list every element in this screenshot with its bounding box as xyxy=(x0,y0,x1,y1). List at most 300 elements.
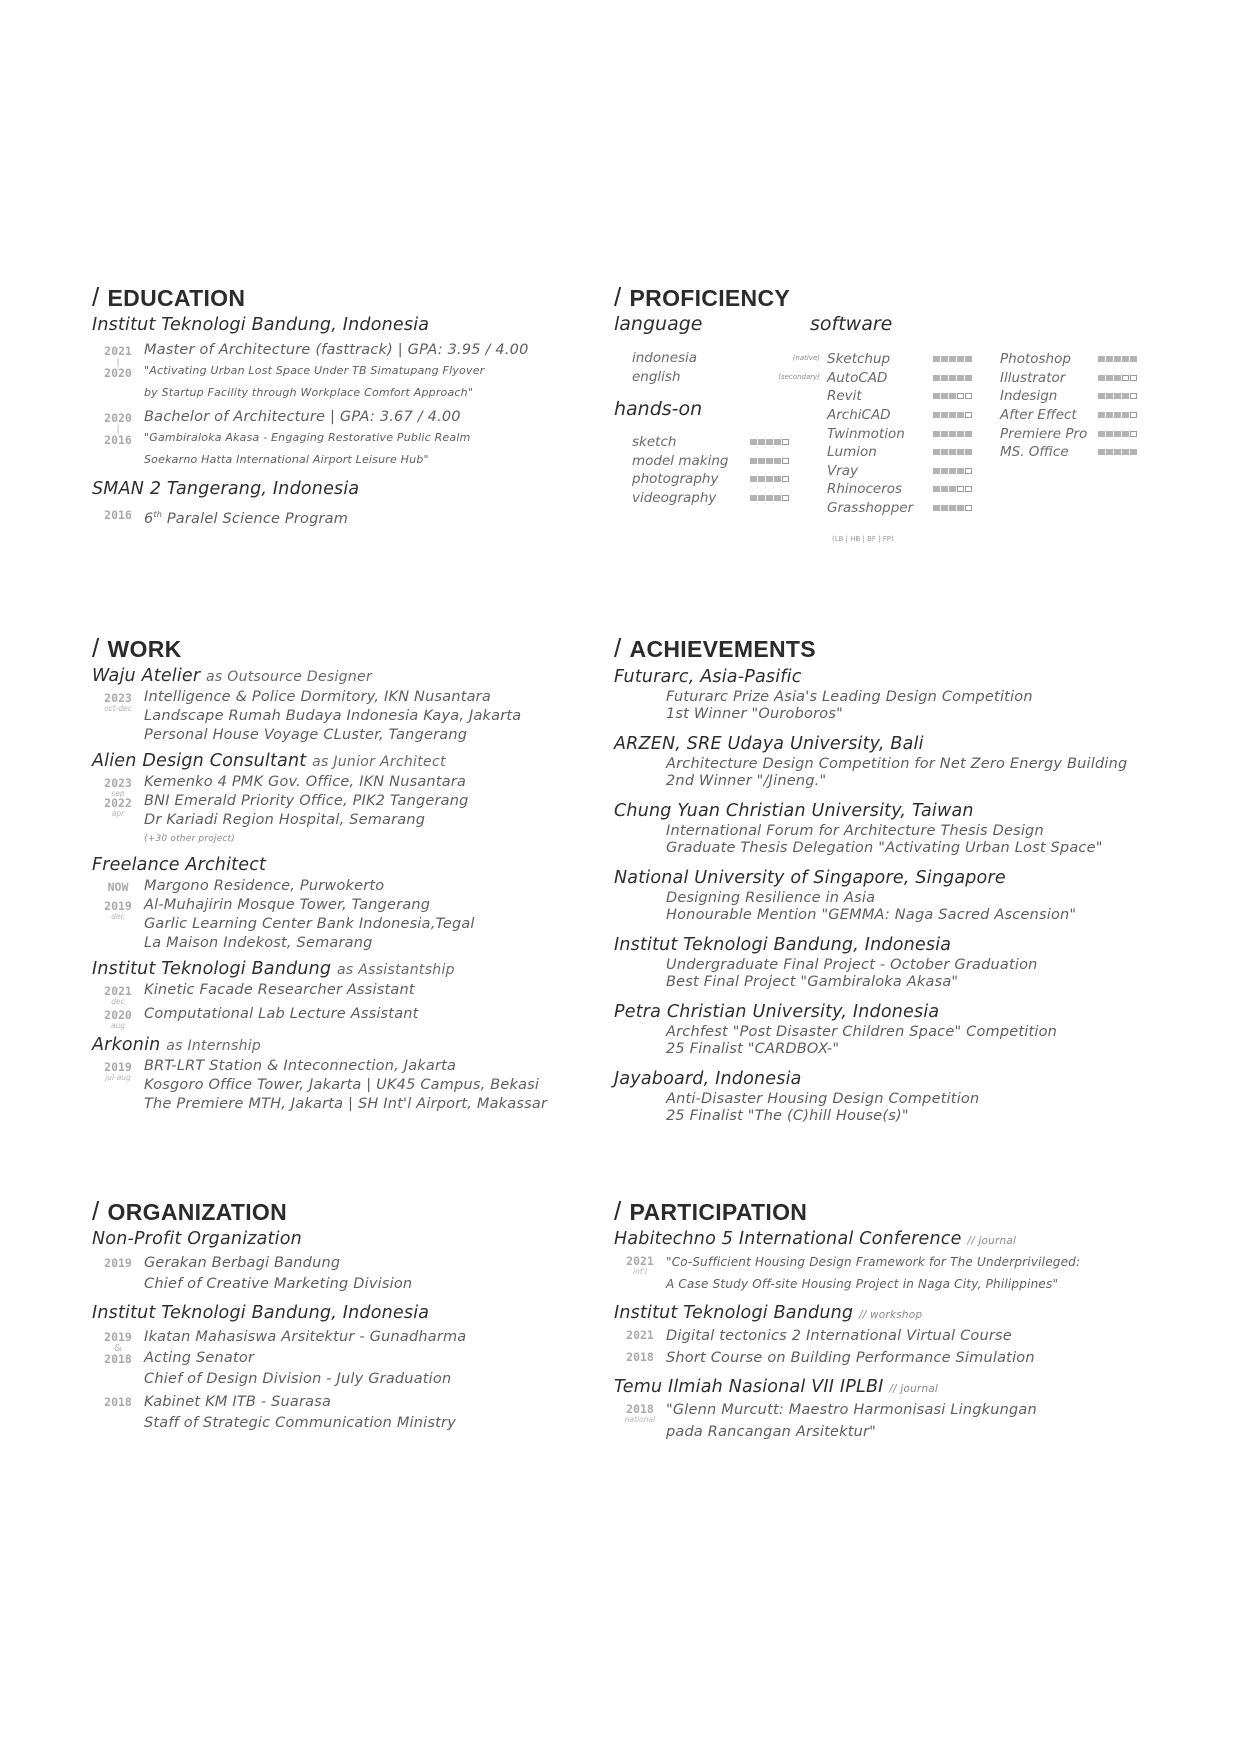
rating-dot-filled xyxy=(941,375,948,381)
skill-note: (native) xyxy=(792,354,820,363)
achievement-organizer: Petra Christian University, Indonesia xyxy=(614,1002,940,1022)
year-sublabel: dec xyxy=(111,911,125,921)
rating-dot-filled xyxy=(774,495,781,501)
rating-dot-filled xyxy=(965,431,972,437)
year-sublabel: national xyxy=(624,1414,656,1424)
project-line: BRT-LRT Station & Inteconnection, Jakarta xyxy=(144,1058,457,1075)
skill-item xyxy=(827,462,995,481)
achievement-detail xyxy=(614,823,1174,857)
rating-dot-filled xyxy=(1106,356,1113,362)
participation-line: "Glenn Murcutt: Maestro Harmonisasi Lingkungan xyxy=(666,1402,1037,1418)
year-sublabel: int'l xyxy=(633,1266,647,1276)
rating-dot-empty xyxy=(965,468,972,474)
year-label: 2023 xyxy=(104,776,132,790)
year-sublabel: aug xyxy=(110,1020,126,1030)
year-label: 2019 xyxy=(104,899,132,913)
rating-dot-filled xyxy=(941,412,948,418)
rating-dot-filled xyxy=(941,468,948,474)
achievement-detail xyxy=(614,689,1174,723)
rating-dot-filled xyxy=(949,375,956,381)
rating-dot-filled xyxy=(949,468,956,474)
rating-dot-filled xyxy=(933,412,940,418)
rating-dot-filled xyxy=(933,356,940,362)
rating-dots xyxy=(750,439,789,445)
participation-line: "Co-Sufficient Housing Design Framework for The Underprivileged: xyxy=(666,1255,1081,1269)
rating-dot-filled xyxy=(941,393,948,399)
rating-dot-filled xyxy=(1122,356,1129,362)
rating-dot-filled xyxy=(1098,393,1105,399)
work-entry xyxy=(92,896,592,953)
work-entry xyxy=(92,688,592,745)
rating-dot-empty xyxy=(782,439,789,445)
rating-dot-empty xyxy=(782,476,789,482)
achievement-organizer: ARZEN, SRE Udaya University, Bali xyxy=(614,734,924,754)
rating-dot-filled xyxy=(965,375,972,381)
employer xyxy=(92,749,592,773)
entry-text xyxy=(144,505,348,529)
rating-dot-filled xyxy=(758,476,765,482)
skill-note: (secondary) xyxy=(778,372,820,381)
year-label: 2019 xyxy=(104,1256,132,1270)
rating-dot-filled xyxy=(957,468,964,474)
rating-dots xyxy=(933,486,972,492)
rating-dots xyxy=(933,356,972,362)
rating-dot-filled xyxy=(750,476,757,482)
rating-dot-filled xyxy=(1098,431,1105,437)
achievement-detail xyxy=(614,957,1174,991)
organization-entry xyxy=(92,1327,592,1390)
achievement-detail xyxy=(614,890,1174,924)
year-column xyxy=(92,408,144,446)
project-line: Margono Residence, Purwokerto xyxy=(144,878,385,894)
organization-group xyxy=(92,1227,592,1295)
section-title: / PROFICIENCY xyxy=(614,282,791,312)
participation-entry xyxy=(614,1325,1174,1347)
rating-dot-filled xyxy=(1130,449,1137,455)
rating-dot-filled xyxy=(965,356,972,362)
section-title: / ACHIEVEMENTS xyxy=(614,633,816,663)
software-list-2 xyxy=(1000,350,1160,462)
year-sublabel: apr xyxy=(111,808,125,818)
skill-name: indonesia xyxy=(632,350,698,367)
rating-dot-filled xyxy=(933,431,940,437)
participation-section xyxy=(614,1197,1174,1443)
skill-name: Vray xyxy=(827,462,859,479)
rating-dot-filled xyxy=(949,356,956,362)
rating-dots xyxy=(1098,431,1137,437)
skill-name: After Effect xyxy=(1000,407,1077,424)
employer-role: as Assistantship xyxy=(337,962,455,978)
entry-detail: "Gambiraloka Akasa - Engaging Restorative Public Realm xyxy=(144,431,471,444)
project-list xyxy=(144,1057,547,1114)
skill-name: Lumion xyxy=(827,444,877,461)
skill-name: english xyxy=(632,368,681,385)
skill-item xyxy=(1000,443,1160,462)
role-line: Acting Senator xyxy=(144,1350,255,1366)
education-entry xyxy=(92,408,592,471)
project-list xyxy=(144,773,469,849)
year-separator: & xyxy=(114,1342,122,1354)
year-column xyxy=(614,1347,666,1364)
education-entry xyxy=(92,505,592,529)
year-label: 2016 xyxy=(104,432,132,447)
rating-dot-filled xyxy=(1114,375,1121,381)
skill-name: sketch xyxy=(632,434,677,451)
rating-dot-empty xyxy=(782,458,789,464)
year-sublabel: dec xyxy=(111,996,125,1006)
achievement-line: Anti-Disaster Housing Design Competition xyxy=(666,1091,980,1107)
skill-item xyxy=(827,387,995,406)
organization-name: Non-Profit Organization xyxy=(92,1229,302,1249)
rating-dot-filled xyxy=(957,375,964,381)
rating-dots xyxy=(1098,412,1137,418)
project-line: Kinetic Facade Researcher Assistant xyxy=(144,982,415,998)
participation-group xyxy=(614,1227,1174,1295)
role-line: Staff of Strategic Communication Ministry xyxy=(144,1415,456,1431)
year-sublabel: jul-aug xyxy=(105,1072,131,1082)
organization-section xyxy=(92,1197,592,1434)
participation-entry xyxy=(614,1251,1174,1295)
achievement-organizer: Institut Teknologi Bandung, Indonesia xyxy=(614,935,952,955)
year-column xyxy=(92,1253,144,1270)
year-label: 2019 xyxy=(104,1060,132,1075)
rating-dot-filled xyxy=(1098,375,1105,381)
skill-name: ArchiCAD xyxy=(827,407,891,424)
achievement-line: International Forum for Architecture Thesis Design xyxy=(666,823,1044,839)
rating-dot-filled xyxy=(750,458,757,464)
rating-dot-filled xyxy=(1122,449,1129,455)
work-entry xyxy=(92,773,592,849)
achievement-line: Architecture Design Competition for Net Zero Energy Building xyxy=(666,756,1128,772)
employer xyxy=(92,664,592,688)
year-label: 2021 xyxy=(104,984,132,998)
organization-entry xyxy=(92,1392,592,1434)
role-line: Gerakan Berbagi Bandung xyxy=(144,1255,341,1271)
participation-entry xyxy=(614,1399,1174,1443)
event xyxy=(614,1227,1174,1251)
project-line: BNI Emerald Priority Office, PIK2 Tangerang xyxy=(144,793,469,809)
rating-dot-empty xyxy=(1122,375,1129,381)
rating-dot-filled xyxy=(774,439,781,445)
rating-dot-filled xyxy=(949,486,956,492)
rating-dot-empty xyxy=(1130,375,1137,381)
skill-item xyxy=(632,433,814,452)
achievement-line: Archfest "Post Disaster Children Space" Competition xyxy=(666,1024,1058,1040)
year-column xyxy=(92,1057,144,1081)
year-column xyxy=(92,341,144,379)
rating-dot-filled xyxy=(1106,375,1113,381)
event xyxy=(614,1375,1174,1399)
achievement-item xyxy=(614,866,1174,924)
rating-dots xyxy=(1098,356,1137,362)
skill-name: Grasshopper xyxy=(827,500,914,517)
rating-dots xyxy=(933,468,972,474)
rating-dot-filled xyxy=(941,505,948,511)
skill-name: model making xyxy=(632,452,729,469)
work-entry xyxy=(92,981,592,1005)
work-group xyxy=(92,749,592,849)
rating-dot-filled xyxy=(1098,449,1105,455)
event-type: // workshop xyxy=(859,1309,923,1321)
grasshopper-note: (LB | HB | BF | FP) xyxy=(832,535,894,543)
project-line: Personal House Voyage CLuster, Tangerang xyxy=(144,727,468,743)
achievement-line: Futurarc Prize Asia's Leading Design Competition xyxy=(666,689,1033,705)
rating-dot-filled xyxy=(957,412,964,418)
work-group xyxy=(92,1033,592,1114)
rating-dot-empty xyxy=(957,393,964,399)
achievement-line: 25 Finalist "CARDBOX-" xyxy=(666,1041,840,1057)
skill-name: Revit xyxy=(827,388,862,405)
achievement-item xyxy=(614,1067,1174,1125)
year-label: 2018 xyxy=(104,1395,132,1409)
participation-line: Short Course on Building Performance Simulation xyxy=(666,1350,1035,1366)
achievement-organizer: Jayaboard, Indonesia xyxy=(614,1069,802,1089)
role-line: Chief of Design Division - July Graduation xyxy=(144,1371,452,1387)
work-group xyxy=(92,957,592,1029)
rating-dots xyxy=(1098,393,1137,399)
year-column xyxy=(92,981,144,1005)
year-column xyxy=(614,1251,666,1275)
entry-text xyxy=(144,408,471,471)
employer xyxy=(92,1033,592,1057)
skill-item xyxy=(827,406,995,425)
rating-dot-filled xyxy=(1122,431,1129,437)
rating-dot-filled xyxy=(1114,431,1121,437)
rating-dot-filled xyxy=(758,439,765,445)
skill-name: Twinmotion xyxy=(827,425,905,442)
rating-dot-filled xyxy=(941,486,948,492)
skill-item xyxy=(1000,406,1160,425)
year-label: 2019 xyxy=(104,1330,132,1344)
proficiency-section xyxy=(614,283,1174,563)
skill-item xyxy=(632,489,814,508)
rating-dot-filled xyxy=(933,486,940,492)
work-group xyxy=(92,853,592,953)
achievement-item xyxy=(614,732,1174,790)
section-title: / PARTICIPATION xyxy=(614,1196,808,1226)
rating-dot-filled xyxy=(766,439,773,445)
event-name: Habitechno 5 International Conference xyxy=(614,1229,962,1249)
rating-dots xyxy=(750,458,789,464)
rating-dot-filled xyxy=(774,458,781,464)
participation-line: pada Rancangan Arsitektur" xyxy=(666,1424,877,1440)
employer-name: Alien Design Consultant xyxy=(92,751,307,771)
participation-line: A Case Study Off-site Housing Project in Naga City, Philippines" xyxy=(666,1277,1059,1291)
year-label: NOW xyxy=(107,880,129,894)
skill-name: Premiere Pro xyxy=(1000,425,1088,442)
skill-name: Photoshop xyxy=(1000,351,1071,368)
year-sublabel: sep xyxy=(111,788,125,798)
skill-item xyxy=(827,369,995,388)
rating-dot-empty xyxy=(1130,412,1137,418)
achievement-line: Undergraduate Final Project - October Graduation xyxy=(666,957,1038,973)
participation-text xyxy=(666,1399,1037,1443)
year-label: 2018 xyxy=(626,1350,654,1364)
institution-name: SMAN 2 Tangerang, Indonesia xyxy=(92,479,360,499)
skill-name: Sketchup xyxy=(827,351,891,368)
rating-dot-filled xyxy=(1106,412,1113,418)
role-line: Chief of Creative Marketing Division xyxy=(144,1276,413,1292)
employer-name: Waju Atelier xyxy=(92,666,201,686)
rating-dot-empty xyxy=(965,486,972,492)
rating-dots xyxy=(750,476,789,482)
skill-item xyxy=(827,480,995,499)
rating-dot-filled xyxy=(1098,412,1105,418)
rating-dot-filled xyxy=(949,431,956,437)
project-list xyxy=(144,1005,419,1024)
skill-name: photography xyxy=(632,471,719,488)
rating-dot-filled xyxy=(1122,412,1129,418)
project-line: Kemenko 4 PMK Gov. Office, IKN Nusantara xyxy=(144,774,467,790)
year-column xyxy=(614,1325,666,1342)
education-section xyxy=(92,283,592,529)
rating-dot-filled xyxy=(1130,356,1137,362)
achievement-organizer: National University of Singapore, Singapore xyxy=(614,868,1006,888)
achievement-item xyxy=(614,1000,1174,1058)
year-label: 2020 xyxy=(104,1008,132,1023)
rating-dot-filled xyxy=(1122,393,1129,399)
event-name: Institut Teknologi Bandung xyxy=(614,1303,854,1323)
education-institution xyxy=(92,477,592,529)
event-name: Temu Ilmiah Nasional VII IPLBI xyxy=(614,1377,884,1397)
skill-item xyxy=(632,452,814,471)
entry-line: Bachelor of Architecture | GPA: 3.67 / 4.00 xyxy=(144,409,461,425)
skill-item xyxy=(1000,350,1160,369)
rating-dot-empty xyxy=(965,393,972,399)
rating-dots xyxy=(750,495,789,501)
rating-dot-filled xyxy=(933,375,940,381)
project-list xyxy=(144,877,384,896)
year-label: 2020 xyxy=(104,411,132,425)
achievement-line: Honourable Mention "GEMMA: Naga Sacred Ascension" xyxy=(666,907,1077,923)
rating-dot-empty xyxy=(965,505,972,511)
rating-dots xyxy=(1098,449,1137,455)
rating-dot-filled xyxy=(750,439,757,445)
work-group xyxy=(92,664,592,745)
achievement-line: 1st Winner "Ouroboros" xyxy=(666,706,843,722)
employer xyxy=(92,957,592,981)
participation-text xyxy=(666,1347,1035,1369)
year-label: 2022 xyxy=(104,796,132,811)
rating-dot-filled xyxy=(949,393,956,399)
year-sublabel: oct-dec xyxy=(104,703,132,713)
entry-line: 6th Paralel Science Program xyxy=(144,510,349,527)
rating-dot-empty xyxy=(965,412,972,418)
year-label: 2021 xyxy=(626,1254,654,1268)
year-separator: | xyxy=(116,423,120,435)
rating-dots xyxy=(933,505,972,511)
skill-name: videography xyxy=(632,490,717,507)
rating-dot-filled xyxy=(1114,356,1121,362)
skill-item xyxy=(1000,387,1160,406)
rating-dot-filled xyxy=(941,431,948,437)
project-list xyxy=(144,896,475,953)
achievement-organizer: Futurarc, Asia-Pasific xyxy=(614,667,802,687)
rating-dots xyxy=(933,412,972,418)
employer xyxy=(92,853,592,877)
project-line: The Premiere MTH, Jakarta | SH Int'l Airport, Makassar xyxy=(144,1096,548,1113)
skill-item xyxy=(827,499,995,518)
rating-dot-filled xyxy=(758,458,765,464)
achievement-detail xyxy=(614,1024,1174,1058)
rating-dot-empty xyxy=(1130,393,1137,399)
employer-role: as Outsource Designer xyxy=(206,669,373,685)
rating-dot-filled xyxy=(766,476,773,482)
employer-name: Institut Teknologi Bandung xyxy=(92,959,332,979)
skill-item xyxy=(1000,369,1160,388)
year-label: 2016 xyxy=(104,508,132,522)
rating-dots xyxy=(933,393,972,399)
achievement-line: Best Final Project "Gambiraloka Akasa" xyxy=(666,974,959,990)
institution-name: Institut Teknologi Bandung, Indonesia xyxy=(92,315,430,335)
project-line: Dr Kariadi Region Hospital, Semarang xyxy=(144,812,426,828)
role-line: Ikatan Mahasiswa Arsitektur - Gunadharma xyxy=(144,1329,467,1345)
organization-roles xyxy=(144,1327,466,1390)
employer-name: Freelance Architect xyxy=(92,855,267,875)
rating-dot-filled xyxy=(933,393,940,399)
participation-text xyxy=(666,1251,1080,1295)
employer-role: as Junior Architect xyxy=(312,754,446,770)
entry-detail: "Activating Urban Lost Space Under TB Simatupang Flyover xyxy=(144,364,485,377)
project-list xyxy=(144,688,521,745)
employer-role: as Internship xyxy=(166,1038,262,1055)
education-institution xyxy=(92,313,592,471)
rating-dot-filled xyxy=(957,356,964,362)
event xyxy=(614,1301,1174,1325)
rating-dot-filled xyxy=(941,449,948,455)
section-title: / ORGANIZATION xyxy=(92,1196,288,1226)
rating-dot-filled xyxy=(1106,393,1113,399)
year-label: 2021 xyxy=(104,344,132,358)
organization-name: Institut Teknologi Bandung, Indonesia xyxy=(92,1303,430,1323)
entry-detail: by Startup Facility through Workplace Comfort Approach" xyxy=(144,386,474,399)
year-column xyxy=(92,1392,144,1409)
skill-item xyxy=(632,470,814,489)
year-label: 2018 xyxy=(626,1402,654,1416)
project-count: (+30 other project) xyxy=(144,834,235,844)
participation-line: Digital tectonics 2 International Virtual Course xyxy=(666,1328,1012,1344)
participation-text xyxy=(666,1325,1012,1347)
participation-entry xyxy=(614,1347,1174,1369)
participation-group xyxy=(614,1375,1174,1443)
rating-dot-filled xyxy=(774,476,781,482)
rating-dot-filled xyxy=(965,449,972,455)
software-label: software xyxy=(810,313,893,335)
year-column xyxy=(92,1327,144,1365)
rating-dot-filled xyxy=(1114,449,1121,455)
rating-dot-empty xyxy=(957,486,964,492)
work-entry xyxy=(92,1057,592,1114)
project-line: Landscape Rumah Budaya Indonesia Kaya, Jakarta xyxy=(144,708,522,724)
handson-label: hands-on xyxy=(614,398,703,420)
organization-roles xyxy=(144,1253,412,1295)
entry-detail: Soekarno Hatta International Airport Leisure Hub" xyxy=(144,453,429,466)
rating-dots xyxy=(933,449,972,455)
year-label: 2023 xyxy=(104,691,132,705)
rating-dot-filled xyxy=(766,458,773,464)
handson-list xyxy=(632,433,814,507)
rating-dot-filled xyxy=(1114,393,1121,399)
rating-dot-filled xyxy=(949,505,956,511)
achievement-item xyxy=(614,665,1174,723)
entry-line: Master of Architecture (fasttrack) | GPA: 3.95 / 4.00 xyxy=(144,342,529,358)
achievement-detail xyxy=(614,1091,1174,1125)
rating-dot-filled xyxy=(933,449,940,455)
event-type: // journal xyxy=(889,1383,939,1395)
achievements-section xyxy=(614,634,1174,1134)
section-title: / WORK xyxy=(92,633,182,663)
project-line: Garlic Learning Center Bank Indonesia,Tegal xyxy=(144,916,475,932)
